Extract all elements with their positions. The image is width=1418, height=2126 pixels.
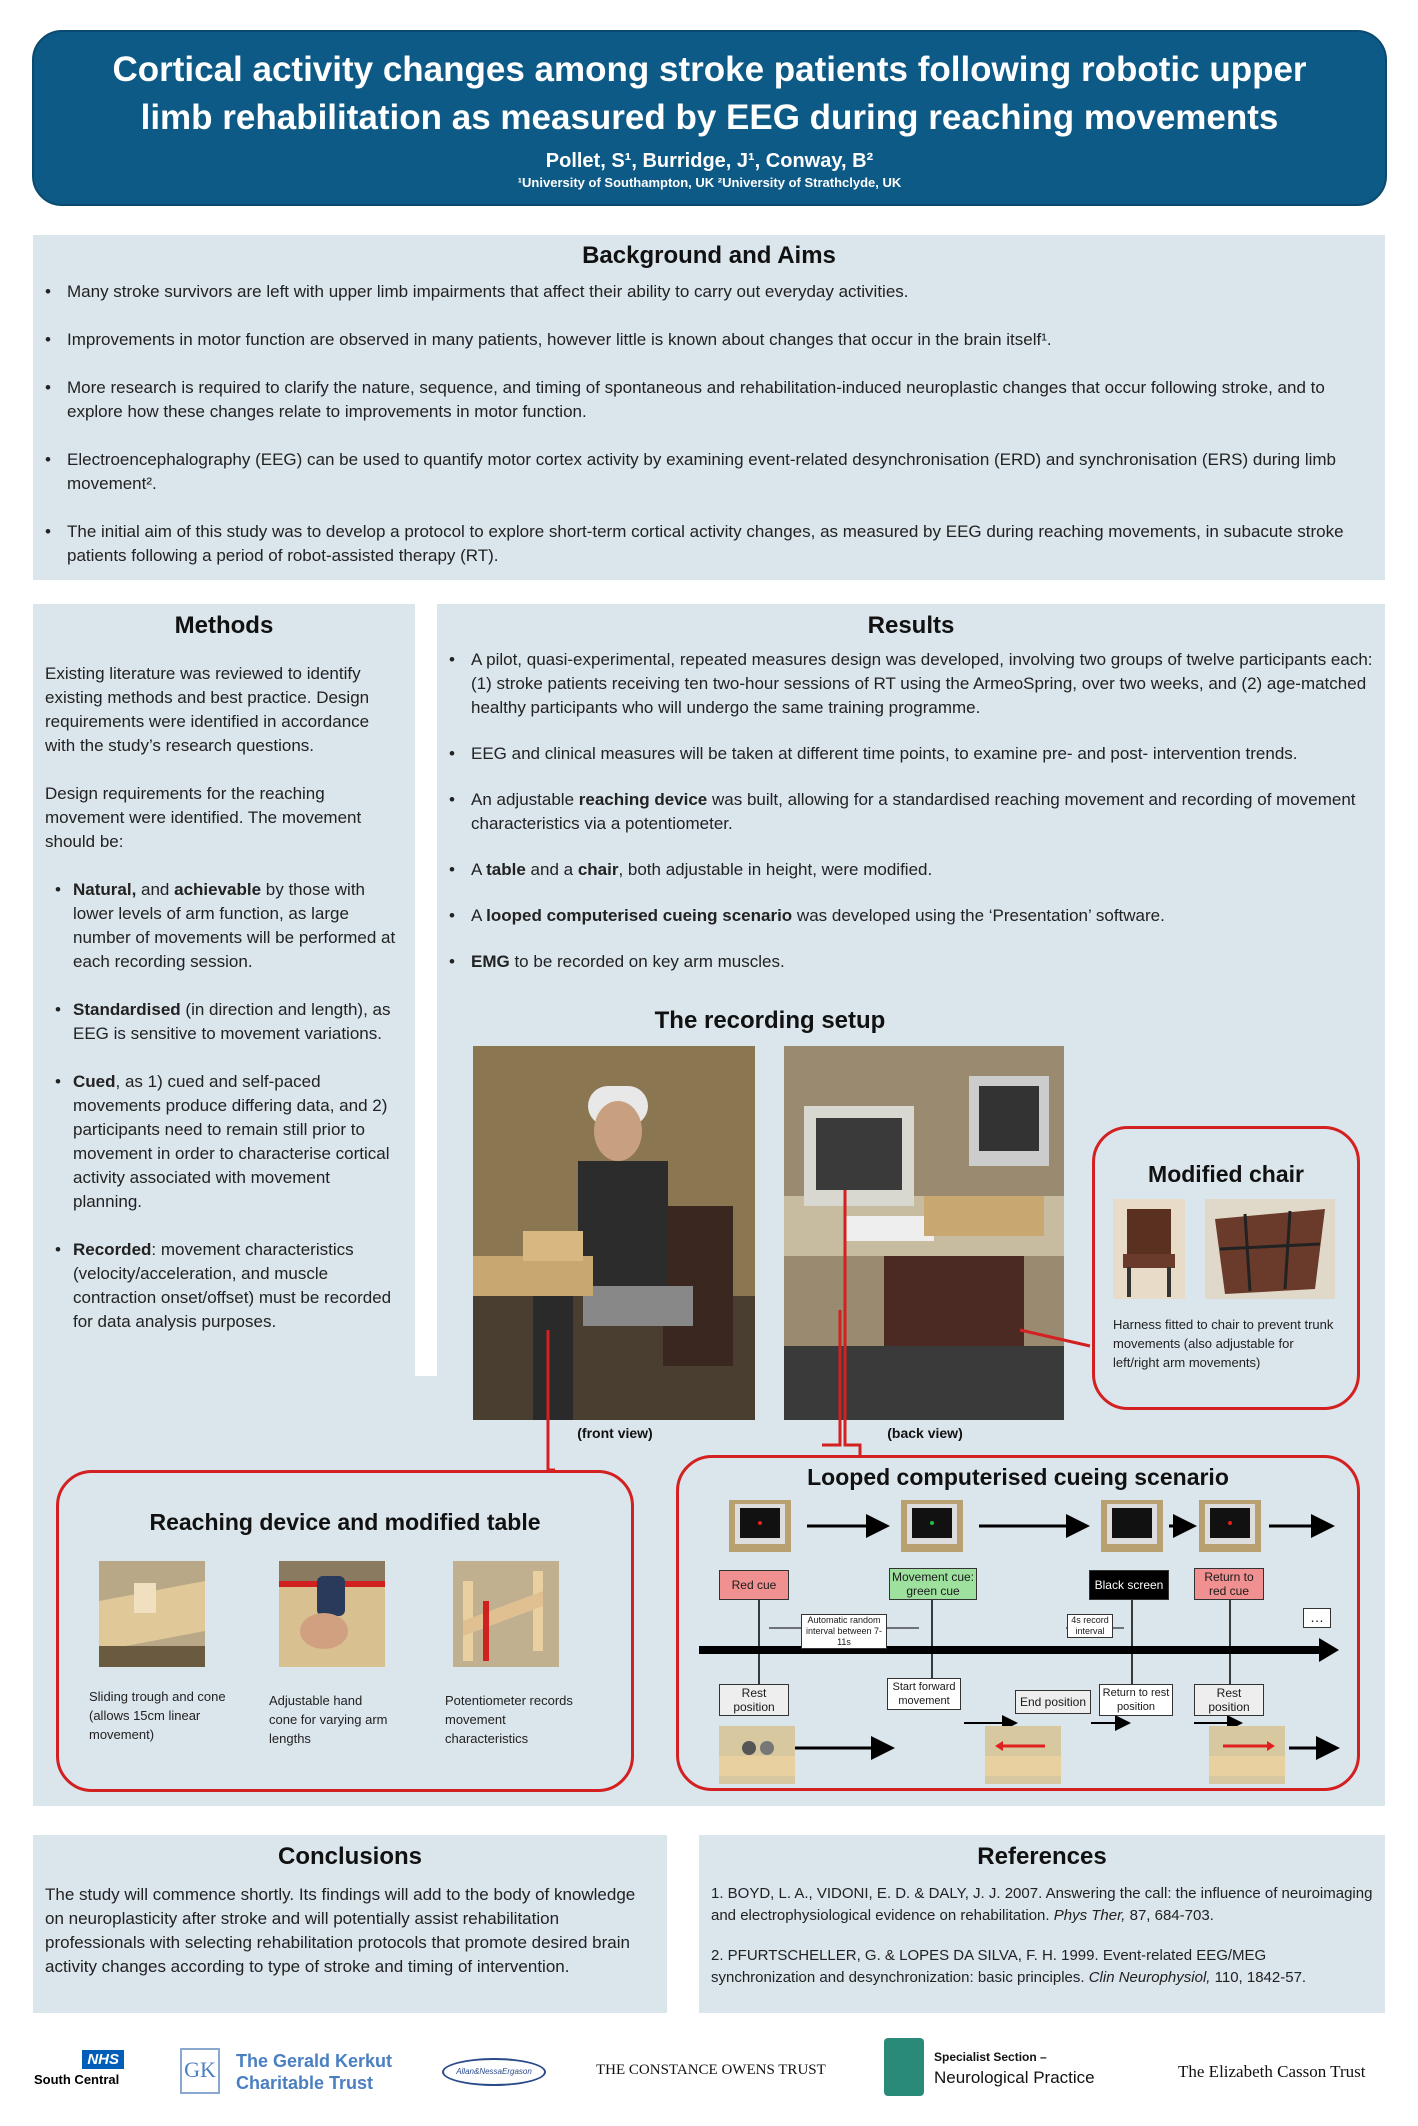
chair-caption: Harness fitted to chair to prevent trunk movements (also adjustable for left/right arm movements) (1113, 1317, 1334, 1370)
list-item: • A looped computerised cueing scenario was developed using the ‘Presentation’ software. (437, 904, 1375, 928)
reaching-device-title: Reaching device and modified table (149, 1509, 541, 1535)
nhs-logo (34, 2050, 130, 2092)
nhs-mark: NHS (82, 2050, 124, 2069)
return-rest-box: Return to rest position (1099, 1684, 1173, 1716)
authors: Pollet, S¹, Burridge, J¹, Conway, B² (545, 150, 874, 172)
list-item: • Cued, as 1) cued and self-paced movements produce differing data, and 2) participants need to remain still prior to movement in order to characterise cortical activity associated with movement planning. (43, 1070, 403, 1214)
methods-title: Methods (174, 612, 274, 639)
modified-chair-title: Modified chair (1148, 1161, 1304, 1187)
list-item: • Electroencephalography (EEG) can be used to quantify motor cortex activity by examining event-related desynchronisation (ERD) and synchronisation (ERS) during limb movement². (33, 448, 1385, 496)
list-item: • Natural, and achievable by those with lower levels of arm function, as large number of movements will be performed at each recording session. (43, 878, 403, 974)
references-title: References (977, 1843, 1107, 1870)
gerald-kerkut-logo (180, 2044, 410, 2096)
gk-monogram: GK (180, 2048, 220, 2094)
conclusions-text: The study will commence shortly. Its findings will add to the body of knowledge on neuroplasticity after stroke and will potentially assist rehabilitation professionals with selecting rehabilitation protocols that promote desired brain activity changes according to type of stroke and timing of intervention. (45, 1885, 636, 1976)
green-cue-box: Movement cue: green cue (889, 1568, 977, 1600)
list-item: • EEG and clinical measures will be taken at different time points, to examine pre- and post- intervention trends. (437, 742, 1375, 766)
list-item: • A table and a chair, both adjustable in height, were modified. (437, 858, 1375, 882)
list-item: • Recorded: movement characteristics (velocity/acceleration, and muscle contraction onset/offset) must be recorded for data analysis purposes. (43, 1238, 403, 1334)
constance-owens-logo: THE CONSTANCE OWENS TRUST (596, 2062, 826, 2078)
conclusions-panel (33, 1835, 667, 2013)
poster-title: Cortical activity changes among stroke patients following robotic upper limb rehabilitation as measured by EEG during reaching movements (112, 50, 1307, 137)
nhs-region: South Central (34, 2072, 120, 2087)
methods-para-2: Design requirements for the reaching movement were identified. The movement should be: (45, 784, 362, 851)
front-view-caption: (front view) (577, 1425, 653, 1441)
back-view-caption: (back view) (887, 1425, 963, 1441)
black-screen-box: Black screen (1089, 1570, 1169, 1600)
list-item: • The initial aim of this study was to develop a protocol to explore short-term cortical activity changes, as measured by EEG during reaching movements, in subacute stroke patients following a period of robot-assisted therapy (RT). (33, 520, 1385, 568)
background-title: Background and Aims (582, 242, 836, 269)
conclusions-title: Conclusions (277, 1843, 422, 1870)
allan-nesta-logo: Allan&NessaErgason (442, 2058, 546, 2086)
end-thumbnail (985, 1726, 1061, 1784)
potentiometer-caption: Potentiometer records movement characteristics (445, 1693, 573, 1746)
reference-2: 2. PFURTSCHELLER, G. & LOPES DA SILVA, F. H. 1999. Event-related EEG/MEG synchronization and desynchronization: basic principles. Clin Neurophysiol, 110, 1842-57. (711, 1947, 1307, 1986)
trough-caption: Sliding trough and cone (allows 15cm linear movement) (89, 1689, 226, 1742)
list-item: • More research is required to clarify the nature, sequence, and timing of spontaneous and rehabilitation-induced neuroplastic changes that occur following stroke, and to explore how these changes relate to improvements in motor function. (33, 376, 1385, 424)
cueing-scenario-title: Looped computerised cueing scenario (807, 1464, 1229, 1490)
list-item: • An adjustable reaching device was built, allowing for a standardised reaching movement and recording of movement characteristics via a potentiometer. (437, 788, 1375, 836)
cueing-scenario-box (676, 1455, 1360, 1791)
rest-position-box: Rest position (719, 1684, 789, 1716)
list-item: • EMG to be recorded on key arm muscles. (437, 950, 1375, 974)
elizabeth-casson-logo: The Elizabeth Casson Trust (1178, 2062, 1366, 2081)
hand-cone-photo (279, 1561, 385, 1667)
sliding-trough-photo (99, 1561, 205, 1667)
red-cue-box: Red cue (719, 1570, 789, 1600)
affiliations: ¹University of Southampton, UK ²University of Strathclyde, UK (517, 175, 902, 190)
potentiometer-photo (453, 1561, 559, 1667)
reference-1: 1. BOYD, L. A., VIDONI, E. D. & DALY, J. J. 2007. Answering the call: the influence of neuroimaging and electrophysiological evidence on rehabilitation. Phys Ther, 87, 684-703. (711, 1885, 1373, 1924)
cot-specialist-logo: Specialist Section – Neurological Practice (934, 2050, 1095, 2087)
gk-name: The Gerald Kerkut Charitable Trust (236, 2051, 393, 2093)
methods-para-1: Existing literature was reviewed to identify existing methods and best practice. Design requirements were identified in accordance with the study’s research questions. (45, 664, 370, 755)
continuation-box: … (1303, 1608, 1331, 1628)
list-item: • A pilot, quasi-experimental, repeated measures design was developed, involving two groups of twelve participants each: (1) stroke patients receiving ten two-hour sessions of RT using the ArmeoSpring, over two weeks, and (2) age-matched healthy participants who will undergo the same training programme. (437, 648, 1375, 720)
recording-setup-title: The recording setup (654, 1007, 886, 1034)
list-item: • Many stroke survivors are left with upper limb impairments that affect their ability to carry out everyday activities. (33, 280, 1385, 304)
references-panel (699, 1835, 1385, 2013)
results-title: Results (867, 612, 955, 639)
cot-crest-icon (884, 2038, 924, 2096)
rest-position-box-2: Rest position (1194, 1684, 1264, 1716)
return-thumbnail (1209, 1726, 1285, 1784)
hand-cone-caption: Adjustable hand cone for varying arm lengths (269, 1693, 388, 1746)
list-item: • Standardised (in direction and length), as EEG is sensitive to movement variations. (43, 998, 403, 1046)
random-interval-label: Automatic random interval between 7-11s (801, 1614, 887, 1649)
start-forward-box: Start forward movement (887, 1678, 961, 1710)
rest-thumbnail (719, 1726, 795, 1784)
return-red-cue-box: Return to red cue (1194, 1568, 1264, 1600)
list-item: • Improvements in motor function are observed in many patients, however little is known about changes that occur in the brain itself¹. (33, 328, 1385, 352)
reaching-device-box (56, 1470, 634, 1792)
record-interval-label: 4s record interval (1067, 1614, 1113, 1638)
end-position-box: End position (1015, 1690, 1091, 1714)
